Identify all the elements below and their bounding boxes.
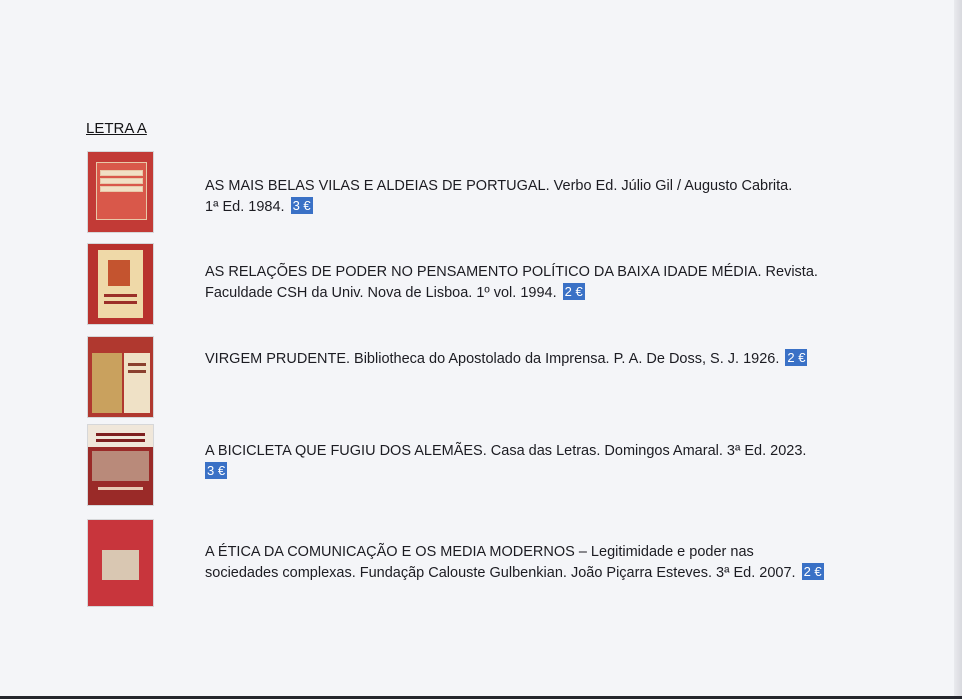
book-cover-image (88, 152, 153, 232)
book-title-line: AS RELAÇÕES DE PODER NO PENSAMENTO POLÍTICO DA BAIXA IDADE MÉDIA. Revista. (205, 264, 818, 280)
book-description (205, 349, 895, 370)
price-badge: 2 € (564, 284, 583, 299)
price-badge: 2 € (787, 350, 806, 365)
book-description (205, 176, 895, 218)
book-detail-line: 1ª Ed. 1984. (205, 199, 285, 215)
book-detail-line: Faculdade CSH da Univ. Nova de Lisboa. 1º vol. 1994. (205, 285, 557, 301)
book-title-line: A BICICLETA QUE FUGIU DOS ALEMÃES. Casa das Letras. Domingos Amaral. 3ª Ed. 2023. (205, 443, 807, 459)
price-badge: 3 € (207, 463, 226, 478)
book-description (205, 542, 895, 584)
book-cover-image (88, 337, 153, 417)
price-badge: 2 € (803, 564, 822, 579)
section-title: LETRA A (86, 120, 147, 137)
book-cover-image (88, 520, 153, 606)
book-title-line: AS MAIS BELAS VILAS E ALDEIAS DE PORTUGAL. Verbo Ed. Júlio Gil / Augusto Cabrita. (205, 178, 793, 194)
book-cover-image (88, 425, 153, 505)
book-title-line: A ÉTICA DA COMUNICAÇÃO E OS MEDIA MODERNOS – Legitimidade e poder nas (205, 544, 754, 560)
book-title-line: VIRGEM PRUDENTE. Bibliotheca do Apostolado da Imprensa. P. A. De Doss, S. J. 1926. (205, 351, 780, 367)
price-badge: 3 € (292, 198, 311, 213)
page-edge (954, 0, 962, 699)
book-detail-line: sociedades complexas. Fundaçãp Calouste Gulbenkian. João Piçarra Esteves. 3ª Ed. 2007. (205, 565, 796, 581)
book-cover-image (88, 244, 153, 324)
book-description (205, 441, 895, 483)
book-description (205, 262, 895, 304)
